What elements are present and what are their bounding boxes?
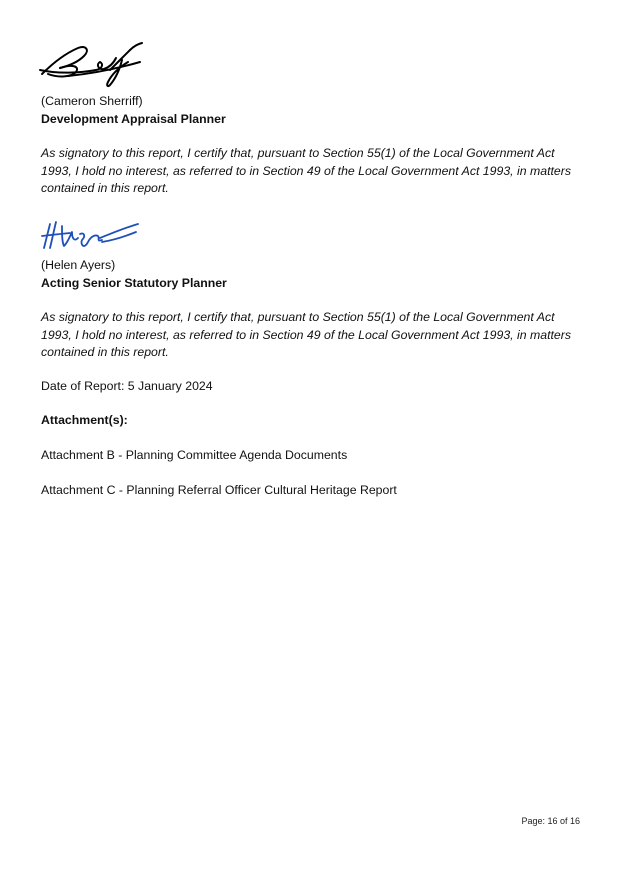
signatory-1-title: Development Appraisal Planner [41, 111, 226, 126]
report-date: Date of Report: 5 January 2024 [41, 379, 213, 393]
attachment-item: Attachment B - Planning Committee Agenda Documents [41, 448, 348, 462]
signatory-2-name: (Helen Ayers) [41, 258, 116, 272]
page-number: Page: 16 of 16 [521, 816, 580, 826]
signatory-1-certification: As signatory to this report, I certify that, pursuant to Section 55(1) of the Local Government Act 1993, I hold no interest, as referred to in Section 49 of the Local Government Act 1993, in matters contained in this report. [41, 146, 571, 195]
signature-helen-ayers [40, 216, 142, 252]
signatory-1-name: (Cameron Sherriff) [41, 94, 143, 108]
signatory-2-title: Acting Senior Statutory Planner [41, 275, 227, 290]
signatory-2-certification: As signatory to this report, I certify that, pursuant to Section 55(1) of the Local Government Act 1993, I hold no interest, as referred to in Section 49 of the Local Government Act 1993, in matters contained in this report. [41, 310, 571, 359]
attachment-item: Attachment C - Planning Referral Officer Cultural Heritage Report [41, 483, 397, 497]
signature-cameron-sherriff [38, 40, 150, 88]
signatory-1-block [41, 93, 586, 128]
attachments-heading: Attachment(s): [41, 413, 128, 427]
signatory-2-block [41, 257, 586, 292]
